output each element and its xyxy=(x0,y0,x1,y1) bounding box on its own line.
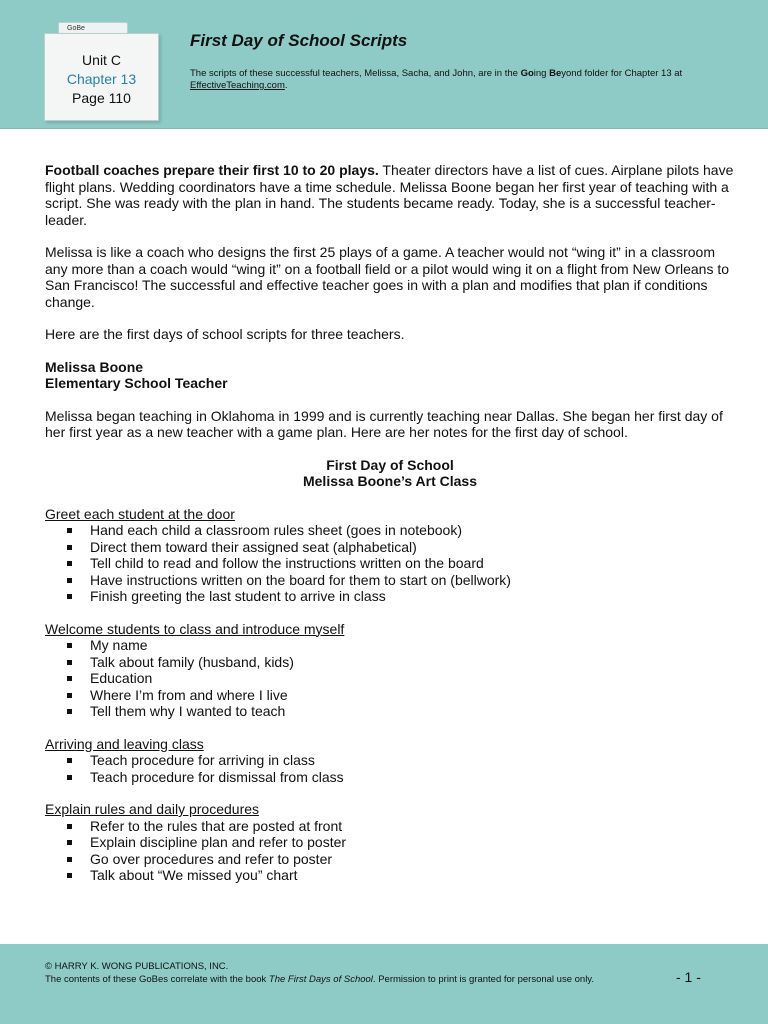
section-title: Welcome students to class and introduce myself xyxy=(45,620,345,637)
footer-note xyxy=(45,974,594,985)
list-item: Teach procedure for dismissal from class xyxy=(67,769,735,786)
page-footer xyxy=(0,944,768,1024)
list-item: Tell them why I wanted to teach xyxy=(67,703,735,720)
copyright-text: © HARRY K. WONG PUBLICATIONS, INC. xyxy=(45,961,229,972)
subtitle-go: Go xyxy=(520,68,534,79)
list-item: Direct them toward their assigned seat (alphabetical) xyxy=(67,539,735,556)
folder-badge xyxy=(44,22,159,120)
section-title: Explain rules and daily procedures xyxy=(45,801,260,817)
list-item: My name xyxy=(67,637,735,654)
subtitle-text: . xyxy=(284,80,288,91)
teacher-bio: Melissa began teaching in Oklahoma in 1999 and is currently teaching near Dallas. She began her first day of her first year as a new teacher with a game plan. Here are her notes for the first day of school. xyxy=(45,407,723,440)
intro-body: Theater directors have a list of cues. Airplane pilots have flight plans. Wedding coordinators have a time schedule. Melissa Boone began her first year of teaching with a script. She was ready with the plan in hand. The students became ready. Today, she is a successful teacher-leader. xyxy=(45,162,734,228)
teacher-name: Melissa Boone xyxy=(45,358,144,375)
page-label: Page 110 xyxy=(72,90,131,106)
bullet-list xyxy=(45,522,735,605)
bullet-list xyxy=(45,818,735,884)
list-item: Talk about family (husband, kids) xyxy=(67,654,735,671)
folder-body xyxy=(44,33,159,121)
main-content xyxy=(45,162,735,900)
list-item: Teach procedure for arriving in class xyxy=(67,752,735,769)
bullet-list xyxy=(45,637,735,720)
list-item: Where I’m from and where I live xyxy=(67,687,735,704)
section-title: Arriving and leaving class xyxy=(45,735,204,752)
list-item: Education xyxy=(67,670,735,687)
footer-note-text: . Permission to print is granted for personal use only. xyxy=(372,974,594,985)
plan-section xyxy=(45,736,735,786)
subtitle-text: yond folder for Chapter 13 at xyxy=(561,68,683,79)
plan-section xyxy=(45,506,735,605)
folder-tab: GoBe xyxy=(58,22,128,34)
subtitle-text: The scripts of these successful teachers, Melissa, Sacha, and John, are in the xyxy=(190,68,521,79)
plan-heading-2: Melissa Boone’s Art Class xyxy=(302,473,478,489)
list-item: Tell child to read and follow the instructions written on the board xyxy=(67,555,735,572)
list-item: Go over procedures and refer to poster xyxy=(67,851,735,868)
intro-paragraph-1 xyxy=(45,162,735,228)
bullet-list xyxy=(45,752,735,785)
book-title: The First Days of School xyxy=(268,974,373,985)
chapter-label: Chapter 13 xyxy=(66,71,137,87)
plan-section xyxy=(45,801,735,884)
teacher-heading xyxy=(45,359,735,392)
page-title: First Day of School Scripts xyxy=(190,31,408,50)
subtitle-be: Be xyxy=(549,68,562,79)
intro-paragraph-2: Melissa is like a coach who designs the first 25 plays of a game. A teacher would not “wing it” in a classroom any more than a coach would “wing it” on a football field or a pilot would wing it on a flight from New Orleans to San Francisco! The successful and effective teacher goes in with a plan and modifies that plan if conditions change. xyxy=(45,244,730,310)
list-item: Have instructions written on the board for them to start on (bellwork) xyxy=(67,572,735,589)
intro-lead: Football coaches prepare their first 10 to 20 plays. xyxy=(45,162,379,178)
header-subtitle xyxy=(190,68,730,92)
list-item: Explain discipline plan and refer to poster xyxy=(67,834,735,851)
list-item: Finish greeting the last student to arrive in class xyxy=(67,588,735,605)
intro-paragraph-3: Here are the first days of school scripts for three teachers. xyxy=(45,326,405,342)
section-title: Greet each student at the door xyxy=(45,505,235,522)
plan-heading-1: First Day of School xyxy=(326,456,454,473)
website-link[interactable]: EffectiveTeaching.com xyxy=(190,80,285,91)
list-item: Refer to the rules that are posted at front xyxy=(67,818,735,835)
plan-section xyxy=(45,621,735,720)
footer-note-text: The contents of these GoBes correlate with the book xyxy=(45,974,269,985)
list-item: Hand each child a classroom rules sheet (goes in notebook) xyxy=(67,522,735,539)
page-number: - 1 - xyxy=(676,969,701,985)
page-header xyxy=(0,0,768,129)
subtitle-text: ing xyxy=(533,68,550,79)
unit-label: Unit C xyxy=(82,52,121,68)
list-item: Talk about “We missed you” chart xyxy=(67,867,735,884)
teacher-role: Elementary School Teacher xyxy=(45,375,228,391)
